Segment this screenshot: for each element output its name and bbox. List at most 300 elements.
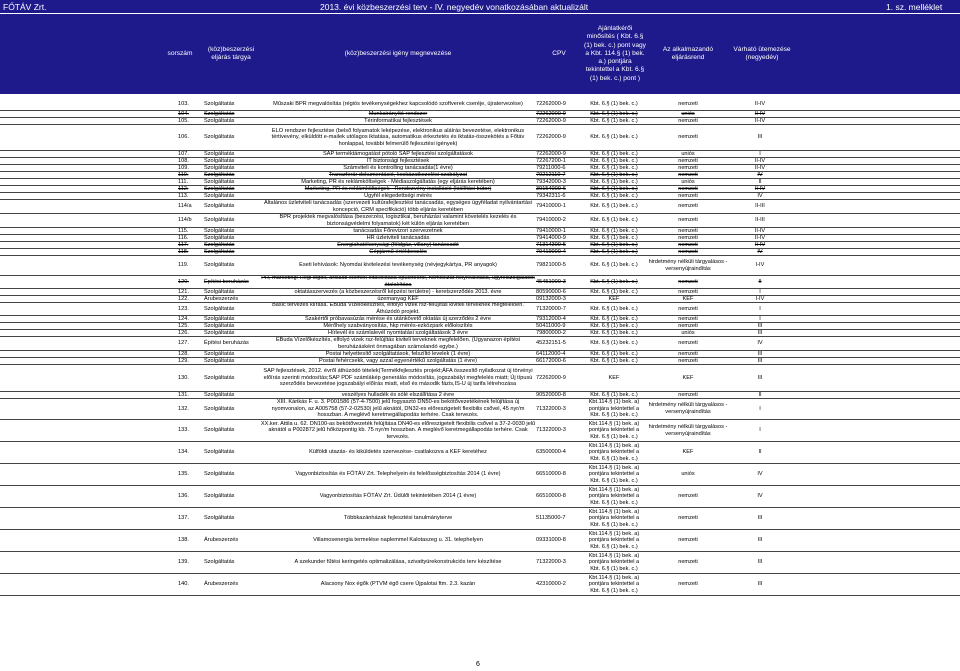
table-row (0, 111, 960, 118)
row-cpv: 80590000-6 (536, 289, 566, 295)
row-qualification: Kbt.114.§ (1) bek. a) pontjára tekintettel a Kbt. 6.§ (1) bek. c.) (588, 442, 640, 462)
row-qualification: Kbt. 6.§ (1) bek. c.) (590, 151, 638, 157)
row-type: Szolgáltatás (204, 172, 235, 178)
table-row (0, 125, 960, 151)
row-description: XX.ker. Attila u. 62. DN100-as bekötővezeték felújítása DN40-es előreszigetelt flexibilis csővel a 37-2-0030 jelű aknától a P002872 jelű hőközpontig kb. 75 nyr/m hosszban. A meglévő keretmegállapodás terhére. Csak tervezés. (260, 420, 536, 440)
row-qualification: Kbt.114.§ (1) bek. a) pontjára tekintettel a Kbt. 6.§ (1) bek. c.) (588, 464, 640, 484)
table-row (0, 337, 960, 351)
row-number: 104. (178, 111, 189, 117)
row-cpv: 72262000-9 (536, 151, 566, 157)
row-schedule: III (757, 581, 763, 588)
table-row (0, 200, 960, 214)
row-description: Villamosenergia termelése naplemmel Kalotaszeg u. 31. telephelyen (313, 537, 483, 544)
row-description: Marketing, PR és reklámköltségek - Médiaszolgáltatás (egy eljárás keretében) (301, 179, 495, 185)
row-description: veszélyes hulladék és sólé elszállítása 2 évre (341, 392, 455, 398)
table-row (0, 289, 960, 296)
row-number: 128. (178, 351, 189, 357)
row-number: 107. (178, 151, 189, 157)
row-type: Szolgáltatás (204, 111, 235, 117)
row-number: 131. (178, 392, 189, 398)
row-procedure: nemzeti (678, 358, 698, 364)
row-cpv: 45451000-3 (536, 278, 566, 285)
row-schedule: II (758, 392, 762, 398)
row-cpv: 79800000-2 (536, 330, 566, 336)
row-description: oktatásszervezés (a közbeszerzésről képzési területre) - keretszerződés 2013. évre (294, 289, 502, 295)
row-qualification: Kbt. 6.§ (1) bek. c.) (590, 172, 638, 178)
row-description: Munkairányító rendszer (368, 111, 428, 117)
table-row (0, 235, 960, 242)
row-cpv: 79211000-6 (536, 165, 566, 171)
table-row (0, 392, 960, 399)
row-schedule: III (757, 358, 763, 364)
row-schedule: II-IV (754, 242, 766, 248)
row-number: 135. (178, 471, 189, 478)
row-type: Szolgáltatás (204, 392, 235, 398)
row-cpv: 79410000-2 (536, 217, 566, 224)
row-description: Vagyonbiztosítás és FŐTÁV Zrt. Telephelyein és felelősségbiztosítás 2014 (1 évre) (295, 471, 501, 478)
row-procedure: hirdetmény nélküli tárgyalásos - versenyújraindítás (648, 258, 728, 272)
row-description: HR üzletviteli tanácsadás (366, 235, 430, 241)
row-description: PR, marketing: Régi logók, arculati elemek eltávolítása épületekről, homlokzat helyreállítása, ügyfélszolgálatok átalakítása (261, 276, 535, 288)
row-procedure: nemzeti (678, 193, 698, 199)
row-number: 138. (178, 537, 189, 544)
row-cpv: 79212110-7 (536, 172, 566, 178)
row-type: Szolgáltatás (204, 493, 235, 500)
row-schedule: I (759, 151, 761, 157)
row-type: Szolgáltatás (204, 289, 235, 295)
row-schedule: II-III (755, 203, 765, 210)
row-procedure: nemzeti (678, 186, 698, 192)
row-procedure: KEF (682, 374, 694, 381)
table-row (0, 486, 960, 508)
row-procedure: nemzeti (678, 392, 698, 398)
row-number: 119. (178, 262, 189, 269)
table-row (0, 118, 960, 125)
row-type: Szolgáltatás (204, 323, 235, 329)
row-schedule: III (757, 351, 763, 357)
row-qualification: Kbt. 6.§ (1) bek. c.) (590, 289, 638, 295)
row-type: Szolgáltatás (204, 374, 235, 381)
row-cpv: 72262000-9 (536, 374, 566, 381)
row-schedule: IV (757, 340, 763, 347)
row-number: 106. (178, 134, 189, 141)
row-type: Szolgáltatás (204, 134, 235, 141)
row-procedure: nemzeti (678, 493, 698, 500)
row-description: Általános üzletviteli tanácsadás (szervezeti kultúrafejlesztési tanácsadás, egységes ügyféladat nyilvántartási koncepció, CRM specifikáció) több eljárás keretében (263, 200, 533, 213)
row-cpv: 64112000-4 (536, 351, 566, 357)
row-cpv: 50411000-9 (536, 323, 566, 329)
row-schedule: I (759, 405, 761, 412)
row-schedule: III (757, 323, 763, 329)
row-description: Szakértői próbavasúzás mérése és utánkövető oktatás új szerződés 2 évre (305, 316, 491, 322)
row-qualification: Kbt. 6.§ (1) bek. c.) (590, 179, 638, 185)
table-row (0, 574, 960, 596)
table-row (0, 165, 960, 172)
row-schedule: II-IV (754, 100, 766, 107)
row-procedure: hirdetmény nélküli tárgyalásos - versenyújraindítás (648, 423, 728, 437)
table-row (0, 358, 960, 365)
row-qualification: Kbt. 6.§ (1) bek. c.) (590, 242, 638, 248)
table-row (0, 249, 960, 256)
row-procedure: nemzeti (678, 316, 698, 322)
row-cpv: 79410000-1 (536, 203, 566, 210)
table-row (0, 228, 960, 235)
row-qualification: Kbt.114.§ (1) bek. a) pontjára tekintettel a Kbt. 6.§ (1) bek. c.) (588, 486, 640, 506)
document-title-bar (0, 0, 960, 13)
row-qualification: Kbt. 6.§ (1) bek. c.) (590, 305, 638, 312)
row-procedure: nemzeti (678, 158, 698, 164)
row-description: Ügyfél elégedettségi mérés (364, 193, 432, 199)
row-cpv: 66510000-8 (536, 493, 566, 500)
row-schedule: II-III (755, 217, 765, 224)
row-number: 112. (178, 186, 189, 192)
table-row (0, 365, 960, 392)
row-procedure: KEF (682, 296, 694, 302)
row-description: Többkazánházak fejlesztési tanulmányterve (343, 515, 453, 522)
row-number: 123. (178, 305, 189, 312)
row-schedule: I (759, 305, 761, 312)
row-procedure: nemzeti (678, 581, 698, 588)
row-type: Építési beruházás (204, 278, 249, 285)
row-type: Szolgáltatás (204, 330, 235, 336)
page-number: 6 (476, 661, 480, 668)
row-cpv: 42310000-2 (536, 581, 566, 588)
row-procedure: nemzeti (678, 515, 698, 522)
row-type: Szolgáltatás (204, 228, 235, 234)
row-number: 113. (178, 193, 189, 199)
row-schedule: II-IV (754, 186, 766, 192)
row-procedure: nemzeti (678, 559, 698, 566)
row-schedule: I (759, 289, 761, 295)
row-procedure: uniós (681, 330, 695, 336)
row-procedure: uniós (681, 471, 695, 478)
row-cpv: 79419000-4 (536, 249, 566, 255)
row-schedule: II-IV (754, 118, 766, 124)
row-description: A szekunder fűtési keringetés optimalizálása, szivattyúrekonstrukciós terv készítése (294, 559, 502, 566)
row-procedure: nemzeti (678, 323, 698, 329)
row-number: 108. (178, 158, 189, 164)
procurement-table-body (0, 98, 960, 596)
row-cpv: 79342000-3 (536, 179, 566, 185)
row-number: 134. (178, 449, 189, 456)
row-type: Szolgáltatás (204, 235, 235, 241)
row-schedule: II-IV (754, 158, 766, 164)
row-type: Szolgáltatás (204, 471, 235, 478)
document-title: 2013. évi közbeszerzési terv - IV. negyedév vonatkozásában aktualizált (320, 2, 589, 12)
row-procedure: KEF (682, 449, 694, 456)
row-number: 140. (178, 581, 189, 588)
row-type: Szolgáltatás (204, 179, 235, 185)
table-header (0, 14, 960, 94)
row-cpv: 79342311-6 (536, 193, 566, 199)
row-schedule: I (759, 316, 761, 322)
row-procedure: nemzeti (678, 217, 698, 224)
row-description: Transzferár dokumentáció, kockázatkezelési szabályzat (328, 172, 468, 178)
row-cpv: 09132000-3 (536, 296, 566, 302)
row-type: Szolgáltatás (204, 316, 235, 322)
row-cpv: 72262000-9 (536, 118, 566, 124)
row-qualification: Kbt. 6.§ (1) bek. c.) (590, 228, 638, 234)
row-description: SAP terméktámogatást pótoló SAP fejlesztési szolgáltatások (323, 151, 473, 157)
row-description: tanácsadás Főrevizori szervezetnek (353, 228, 443, 234)
table-row (0, 508, 960, 530)
row-number: 115. (178, 228, 189, 234)
row-schedule: III (757, 559, 763, 566)
row-type: Szolgáltatás (204, 449, 235, 456)
row-procedure: nemzeti (678, 100, 698, 107)
table-row (0, 256, 960, 276)
row-number: 105. (178, 118, 189, 124)
row-schedule: III (757, 537, 763, 544)
row-cpv: 79410000-1 (536, 228, 566, 234)
row-schedule: II (758, 179, 762, 185)
row-cpv: 66510000-8 (536, 471, 566, 478)
row-cpv: 09331000-8 (536, 537, 566, 544)
header-sorszam: sorszám (167, 49, 193, 57)
row-cpv: 71322000-3 (536, 559, 566, 566)
row-procedure: uniós (681, 111, 695, 117)
row-type: Szolgáltatás (204, 151, 235, 157)
row-qualification: Kbt. 6.§ (1) bek. c.) (590, 262, 638, 269)
row-number: 114/a (178, 203, 192, 210)
row-procedure: nemzeti (678, 203, 698, 210)
row-qualification: Kbt. 6.§ (1) bek. c.) (590, 392, 638, 398)
row-description: Energiahatékonysági (földgáz, villany) tanácsadó (337, 242, 459, 248)
row-schedule: III (757, 330, 763, 336)
row-procedure: nemzeti (678, 172, 698, 178)
row-qualification: KEF (608, 374, 620, 381)
table-row (0, 276, 960, 289)
row-type: Szolgáltatás (204, 559, 235, 566)
row-qualification: Kbt. 6.§ (1) bek. c.) (590, 100, 638, 107)
row-qualification: Kbt. 6.§ (1) bek. c.) (590, 316, 638, 322)
row-schedule: II-IV (754, 111, 766, 117)
row-schedule: II-IV (754, 228, 766, 234)
row-type: Szolgáltatás (204, 427, 235, 434)
row-schedule: III (757, 374, 763, 381)
row-schedule: IV (757, 249, 763, 255)
row-procedure: nemzeti (678, 305, 698, 312)
row-qualification: Kbt.114.§ (1) bek. a) pontjára tekintettel a Kbt. 6.§ (1) bek. c.) (588, 420, 640, 440)
row-description: SAP fejlesztések, 2012. évről áthúzódó tételek(Termékfejlesztés projekt;ÁFA összesítő nyilatkozat új törvényi előírás szerinti módosítás;SAP PDF számlákép generálás módosítás, jogszabályi megfelelés miatt; Új típusú szerződés bevezetése jogszabályi előírás miatt, első és második fázis,IS-U új tarifa létrehozása (263, 368, 533, 388)
row-schedule: I (759, 427, 761, 434)
row-qualification: Kbt. 6.§ (1) bek. c.) (590, 111, 638, 117)
row-type: Építési beruházás (204, 340, 249, 347)
row-type: Szolgáltatás (204, 262, 235, 269)
row-description: Eseti lehívások: Nyomdai kivitelezési tevékenység (névjegykártya, PR anyagok) (299, 262, 497, 269)
row-description: Külföldi utazás- és kiküldetés szervezése- csatlakozva a KEF keretéhez (309, 449, 487, 456)
row-cpv: 79414000-9 (536, 235, 566, 241)
row-cpv: 51135000-7 (536, 515, 566, 522)
row-qualification: Kbt. 6.§ (1) bek. c.) (590, 118, 638, 124)
row-type: Szolgáltatás (204, 249, 235, 255)
row-description: ELO rendszer fejlesztése (belső folyamatok leképezése, elektronikus aláírás bevezetése, elektronikus tértivevény, elküldött e-mailek utólagos iktatása, automatikus érkeztetés és iktatás-összekötés a Főtáv honlappal, további felmerülő fejlesztési igények) (271, 127, 525, 147)
row-procedure: nemzeti (678, 278, 698, 285)
row-description: Gépjármű értékbecslés (369, 249, 427, 255)
row-qualification: Kbt.114.§ (1) bek. a) pontjára tekintettel a Kbt. 6.§ (1) bek. c.) (588, 508, 640, 528)
row-qualification: Kbt. 6.§ (1) bek. c.) (590, 193, 638, 199)
row-description: Számviteli és kontrolling tanácsadás(1 évre) (343, 165, 453, 171)
table-row (0, 151, 960, 158)
row-description: Marketing, PR és reklámköltségek - Rendezvény installáció (kiállítási bútor) (304, 186, 492, 192)
table-row (0, 186, 960, 193)
row-cpv: 79821000-5 (536, 262, 566, 269)
row-qualification: Kbt.114.§ (1) bek. a) pontjára tekintettel a Kbt. 6.§ (1) bek. c.) (588, 399, 640, 419)
row-number: 139. (178, 559, 189, 566)
row-description: Hírlevél és számlalevél nyomtatási szolgáltatások 3 évre (328, 330, 468, 336)
table-row (0, 172, 960, 179)
row-cpv: 72262000-9 (536, 100, 566, 107)
row-description: Postai helyettesítő szolgáltatások, felszíltó levelek (1 évre) (325, 351, 471, 357)
row-number: 103. (178, 100, 189, 107)
row-number: 114/b (178, 217, 192, 224)
table-row (0, 351, 960, 358)
table-row (0, 464, 960, 486)
row-cpv: 72262000-9 (536, 111, 566, 117)
table-row (0, 242, 960, 249)
row-type: Szolgáltatás (204, 100, 235, 107)
row-cpv: 72267200-1 (536, 158, 566, 164)
row-procedure: nemzeti (678, 537, 698, 544)
table-row (0, 330, 960, 337)
table-row (0, 530, 960, 552)
row-procedure: nemzeti (678, 118, 698, 124)
row-number: 124. (178, 316, 189, 322)
row-schedule: II-IV (754, 235, 766, 241)
row-schedule: IV (757, 471, 763, 478)
row-qualification: Kbt. 6.§ (1) bek. c.) (590, 203, 638, 210)
row-type: Árubeszerzés (204, 581, 239, 588)
row-procedure: nemzeti (678, 134, 698, 141)
row-qualification: Kbt. 6.§ (1) bek. c.) (590, 165, 638, 171)
row-schedule: II (758, 278, 762, 285)
row-number: 122. (178, 296, 189, 302)
row-procedure: nemzeti (678, 249, 698, 255)
row-qualification: KEF (608, 296, 620, 302)
table-row (0, 158, 960, 165)
row-qualification: Kbt. 6.§ (1) bek. c.) (590, 186, 638, 192)
table-row (0, 296, 960, 303)
table-row (0, 323, 960, 330)
row-number: 137. (178, 515, 189, 522)
row-cpv: 71320000-7 (536, 305, 566, 312)
table-row (0, 399, 960, 420)
row-description: Postai fehércsekk, vagy azzal egyenértékű szolgáltatás (1 évre) (319, 358, 477, 364)
row-type: Szolgáltatás (204, 405, 235, 412)
company-name: FŐTÁV Zrt. (3, 2, 47, 12)
table-row (0, 442, 960, 464)
row-number: 127. (178, 340, 189, 347)
row-number: 110. (178, 172, 189, 178)
table-row (0, 193, 960, 200)
row-number: 118. (178, 249, 189, 255)
row-description: Basic tervezés kiírása. ÉBuda Vízelőkészítés, elfolyó vizek rsz-felújítás kiviteli terveknek megfelelően. Áthúzódó projekt. (272, 303, 524, 315)
row-procedure: nemzeti (678, 228, 698, 234)
row-cpv: 66172000-6 (536, 358, 566, 364)
row-type: Szolgáltatás (204, 351, 235, 357)
row-number: 136. (178, 493, 189, 500)
row-cpv: 90520000-8 (536, 392, 566, 398)
row-qualification: Kbt.114.§ (1) bek. a) pontjára tekintettel a Kbt. 6.§ (1) bek. c.) (588, 530, 640, 550)
row-cpv: 71314300-5 (536, 242, 566, 248)
row-description: Térinformatikai fejlesztések (364, 118, 432, 124)
row-number: 126. (178, 330, 189, 336)
row-number: 130. (178, 374, 189, 381)
row-procedure: hirdetmény nélküli tárgyalásos - versenyújraindítás (648, 402, 728, 415)
row-number: 116. (178, 235, 189, 241)
row-qualification: Kbt. 6.§ (1) bek. c.) (590, 249, 638, 255)
header-igeny: (köz)beszerzési igény megnevezése (344, 49, 452, 57)
header-targy: (köz)beszerzési eljárás tárgya (207, 45, 255, 61)
row-procedure: uniós (681, 151, 695, 157)
row-cpv: 71322000-3 (536, 405, 566, 412)
row-type: Szolgáltatás (204, 515, 235, 522)
row-number: 132. (178, 405, 189, 412)
header-eljarasrend: Az alkalmazandó eljárásrend (662, 45, 714, 61)
row-number: 109. (178, 165, 189, 171)
row-number: 121. (178, 289, 189, 295)
row-qualification: Kbt. 6.§ (1) bek. c.) (590, 235, 638, 241)
table-row (0, 316, 960, 323)
row-number: 133. (178, 427, 189, 434)
row-qualification: Kbt. 6.§ (1) bek. c.) (590, 330, 638, 336)
header-utemezes: Várható ütemezése (negyedév) (733, 45, 791, 61)
row-qualification: Kbt. 6.§ (1) bek. c.) (590, 358, 638, 364)
table-row (0, 552, 960, 574)
row-type: Szolgáltatás (204, 165, 235, 171)
row-schedule: I-IV (755, 262, 765, 269)
row-qualification: Kbt. 6.§ (1) bek. c.) (590, 158, 638, 164)
row-schedule: I-IV (755, 296, 765, 302)
row-schedule: III (757, 515, 763, 522)
row-type: Szolgáltatás (204, 358, 235, 364)
row-schedule: II-IV (754, 165, 766, 171)
row-type: Szolgáltatás (204, 186, 235, 192)
row-procedure: nemzeti (678, 351, 698, 357)
row-procedure: nemzeti (678, 242, 698, 248)
table-row (0, 420, 960, 442)
row-type: Szolgáltatás (204, 193, 235, 199)
annex-label: 1. sz. melléklet (886, 2, 943, 12)
row-qualification: Kbt.114.§ (1) bek. a) pontjára tekintettel a Kbt. 6.§ (1) bek. c.) (588, 574, 640, 594)
row-schedule: IV (757, 493, 763, 500)
row-qualification: Kbt. 6.§ (1) bek. c.) (590, 278, 638, 285)
row-cpv: 63500000-4 (536, 449, 566, 456)
row-schedule: IV (757, 193, 763, 199)
row-type: Szolgáltatás (204, 305, 235, 312)
row-description: Mérőhely szabványosítás, hkp mérés-ezközpark előkészítés (323, 323, 473, 329)
row-description: Alacsony Nox égők (PTVM égő csere Újpalotai ftm. 2.3. kazán (320, 581, 476, 588)
row-description: IT biztonsági fejlesztések (366, 158, 430, 164)
row-procedure: uniós (681, 179, 695, 185)
row-qualification: Kbt. 6.§ (1) bek. c.) (590, 134, 638, 141)
row-description: BPR projektek megvalósítása (beszerzési, logisztikai, beruházási valamint követelés kezelés és biztonságvédelmi folyamatok) két külön eljárás keretében (279, 214, 517, 227)
row-procedure: nemzeti (678, 235, 698, 241)
row-procedure: nemzeti (678, 165, 698, 171)
table-row (0, 214, 960, 228)
row-schedule: III (757, 134, 763, 141)
row-qualification: Kbt. 6.§ (1) bek. c.) (590, 217, 638, 224)
row-type: Szolgáltatás (204, 217, 235, 224)
row-type: Szolgáltatás (204, 118, 235, 124)
row-schedule: IV (757, 172, 763, 178)
row-type: Szolgáltatás (204, 158, 235, 164)
row-number: 125. (178, 323, 189, 329)
row-number: 129. (178, 358, 189, 364)
row-qualification: Kbt. 6.§ (1) bek. c.) (590, 340, 638, 347)
header-ajanlatkero: Ajánlatkérői minősítés ( Kbt. 6.§ (1) bek. c.) pont vagy a Kbt. 114.§ (1) bek. a.) pontjára tekintettel a Kbt. 6.§ (1) bek. c.) pont ) (584, 25, 646, 82)
row-type: Szolgáltatás (204, 203, 235, 210)
